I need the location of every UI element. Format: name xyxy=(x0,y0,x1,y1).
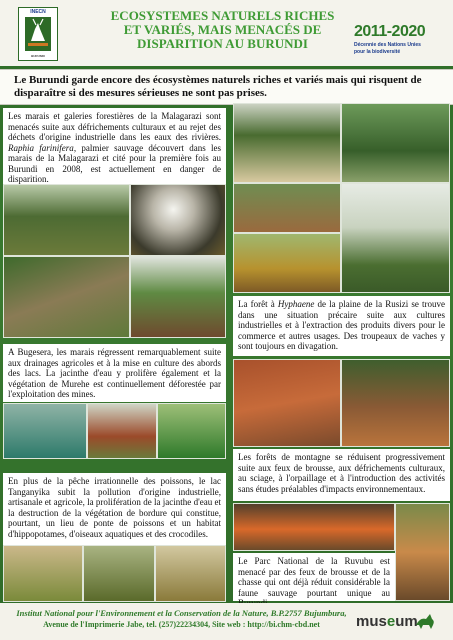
biodiversity-decade-logo xyxy=(354,23,450,55)
footer xyxy=(0,603,453,640)
footer-address: Avenue de l'Imprimerie Jabe, tel. (257)22234304, Site web : http://bi.chm-cbd.net xyxy=(43,620,320,629)
museum-logo-text: e xyxy=(386,613,396,630)
photo-lakeshore xyxy=(87,403,157,459)
montagne-text xyxy=(233,449,450,501)
text-span: A Bugesera, les marais régressent remarquablement suite aux drainages agricoles et à la mise en culture des abords des lacs. La jacinthe d'eau y prolifère également et la végétation de Murehe est continuellement déforestée par l'exploitation des mines. xyxy=(8,347,221,399)
page-title xyxy=(100,9,345,51)
photo-reeds xyxy=(3,545,83,602)
logo-text: INECN xyxy=(30,9,46,15)
photo-shoreline xyxy=(155,545,226,602)
text-span: En plus de la pêche irrationnelle des poissons, le lac Tanganyika subit la pollution d'origine industrielle, artisanale et agricole, la prolifération de la jacinthe d'eau et la destruction de la végétation de bordure qui constitue, pourtant, un lieu de ponte de poissons et un habitat d'hippopotames, d'oiseaux aquatiques et des crocodiles. xyxy=(8,476,221,539)
text-span: Le Parc National de la Ruvubu est menacé par des feux de brousse et de la chasse qui ont déjà réduit considérable la faune sauvage pourtant unique au xyxy=(238,556,390,598)
malagarazi-text xyxy=(3,108,226,184)
title-line: DISPARITION AU BURUNDI xyxy=(137,36,308,51)
photo-palm-forest xyxy=(341,103,450,183)
photo-charcoal-bags xyxy=(233,183,341,233)
photo-hyphaene-road xyxy=(233,103,341,183)
photo-mountain-road xyxy=(341,359,450,447)
photo-marsh-palms xyxy=(3,184,130,256)
footer-institution: Institut National pour l'Environnement et la Conservation de la Nature, B.P.2757 Bujumbura, xyxy=(16,608,347,618)
title-line: ET VARIÉS, MAIS MENACÉS DE xyxy=(123,22,322,37)
photo-eroded-hillside xyxy=(233,359,341,447)
photo-water-hyacinth xyxy=(157,403,226,459)
photo-person-carrying xyxy=(395,503,450,601)
rusizi-text xyxy=(233,296,450,356)
text-span: , palmier sauvage découvert dans les marais de la Malagarazi et cité pour la première fois au Burundi en 2008, est actuellement en danger de disparition. xyxy=(8,142,222,184)
decade-label: pour la biodiversité xyxy=(354,49,401,55)
bugesera-text xyxy=(3,344,226,402)
museum-logo-text: um xyxy=(395,613,418,630)
text-span: La forêt à xyxy=(238,299,278,309)
intro-banner xyxy=(0,69,453,105)
photo-bush-fire xyxy=(233,503,395,551)
title-line: ECOSYSTEMES NATURELS RICHES xyxy=(110,8,335,23)
decade-years: 2011-2020 xyxy=(354,23,426,40)
text-span: de la plaine de la Rusizi se trouve dans une situation précaire suite aux cultures industrielles et à l'extraction des produits divers pour le commerce et autres usages. Des troupeaux de vaches y sont toujours en divagation. xyxy=(238,299,445,351)
antelope-icon xyxy=(25,17,51,51)
text-span: Les forêts de montagne se réduisent progressivement suite aux feux de brousse, aux défrichements culturaux, au sciage, à l'orpaillage et à l'introduction des activités sans études préalables d'impacts environnementaux. xyxy=(238,452,445,494)
photo-cultivated-field xyxy=(130,256,226,338)
logo-subtext: BURUNDI xyxy=(31,54,45,58)
tanganyika-text xyxy=(3,473,226,545)
museum-logo-text: mus xyxy=(356,613,387,630)
photo-fire-smoke xyxy=(130,184,226,256)
photo-harvest xyxy=(233,233,341,293)
ruvubu-text xyxy=(233,553,395,601)
photo-cleared-marsh xyxy=(3,256,130,338)
inecn-logo xyxy=(18,7,58,61)
photo-grass xyxy=(83,545,155,602)
animal-icon xyxy=(414,611,436,631)
species-name: Raphia farinifera xyxy=(8,142,74,153)
museum-logo xyxy=(356,613,418,630)
decade-label: Décennie des Nations Unies xyxy=(354,42,421,48)
photo-lake xyxy=(3,403,87,459)
text-span: Les marais et galeries forestières de la Malagarazi sont menacés suite aux défrichements culturaux et au rejet des déchets d'origine industrielle dans les eaux des rivières. xyxy=(8,111,221,142)
photo-grassland-palms xyxy=(341,183,450,293)
species-name: Hyphaene xyxy=(277,299,315,309)
intro-text: Le Burundi garde encore des écosystèmes naturels riches et variés mais qui risquent de disparaître si des mesures sérieuses ne sont pas prises. xyxy=(14,74,422,99)
header xyxy=(0,0,453,66)
